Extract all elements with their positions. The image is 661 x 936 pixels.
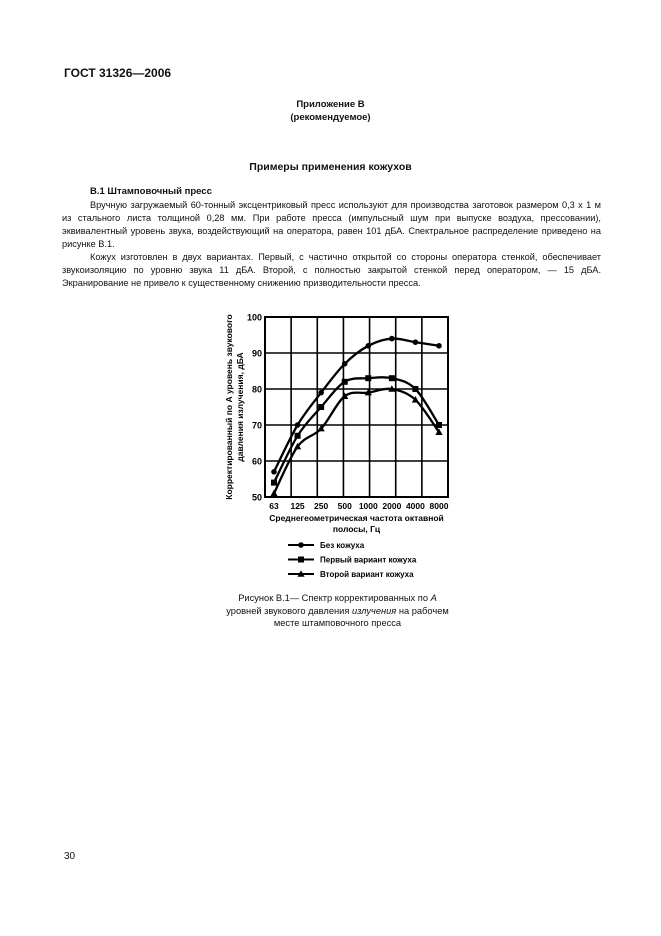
series-line-3 [274,389,439,494]
data-point-series-2 [389,375,395,381]
series-line-1 [274,339,439,472]
x-tick-label: 2000 [382,501,402,511]
y-tick-label: 100 [246,312,262,323]
legend-marker [298,557,304,563]
appendix-status: (рекомендуемое) [290,112,371,123]
legend-label: Второй вариант кожуха [320,570,414,579]
data-point-series-1 [295,422,301,428]
y-axis-label-line2: давления излучения, дБА [235,352,245,462]
data-point-series-1 [271,469,277,475]
y-tick-label: 60 [251,456,262,467]
legend-label: Без кожуха [320,541,365,550]
appendix-title: Приложение В [296,99,365,110]
x-tick-label: 1000 [358,501,378,511]
y-tick-label: 50 [251,492,262,503]
figure-caption [225,592,450,630]
appendix-heading [0,98,661,124]
data-point-series-1 [318,390,324,396]
paragraph: Вручную загружаемый 60-тонный эксцентриковый пресс используют для производства заготовок размером 0,3 х 1 м из стального листа толщиной 0,28 мм. При работе пресса (импульсный шум при выпуске воздуха, прессовании), эквивалентный уровень звука, воздействующий на оператора, равен 101 дБА. Спектральное распределение приведено на рисунке В.1. [62,200,601,249]
data-point-series-2 [295,433,301,439]
data-point-series-2 [365,375,371,381]
paragraph: Кожух изготовлен в двух вариантах. Первый, с частично открытой со стороны оператора стенкой, обеспечивает звукоизоляцию по уровню звука 11 дБА. Второй, с полностью закрытой стенкой перед оператором, — 15 дБА. Экранирование не привело к существенному снижению призводительности пресса. [62,252,601,288]
x-axis-label-line2: полосы, Гц [332,524,381,534]
y-tick-label: 70 [251,420,262,431]
data-point-series-1 [342,361,348,367]
x-tick-label: 250 [314,501,329,511]
caption-suffix: на рабочем месте штамповочного пресса [273,605,449,628]
data-point-series-1 [436,343,442,349]
data-point-series-2 [271,480,277,486]
section-title: Примеры применения кожухов [249,161,412,173]
caption-prefix: Рисунок В.1— Спектр корректированных по [238,593,431,603]
x-tick-label: 500 [337,501,352,511]
document-code: ГОСТ 31326—2006 [64,66,172,80]
y-axis-label-line1: Корректированный по А уровень звукового [224,314,234,500]
x-tick-label: 63 [269,501,279,511]
y-tick-label: 90 [251,348,262,359]
caption-italic-emission: излучения [351,605,397,616]
caption-middle: уровней звукового давления [226,605,352,616]
data-point-series-1 [389,336,395,342]
data-point-series-1 [365,343,371,349]
figure [210,300,470,590]
legend-label: Первый вариант кожуха [320,555,417,565]
x-tick-label: 8000 [429,501,449,511]
x-tick-label: 125 [290,501,305,511]
data-point-series-2 [318,404,324,410]
x-axis-label-line1: Среднегеометрическая частота октавной [269,513,444,523]
data-point-series-2 [412,386,418,392]
y-tick-label: 80 [251,384,262,395]
x-tick-label: 4000 [405,501,425,511]
legend-marker [298,542,304,548]
page-number: 30 [64,851,76,862]
data-point-series-1 [413,339,419,345]
spectrum-chart [210,300,470,590]
data-point-series-2 [342,379,348,385]
caption-italic-a: А [430,593,437,603]
subsection-title: В.1 Штамповочный пресс [90,186,212,197]
